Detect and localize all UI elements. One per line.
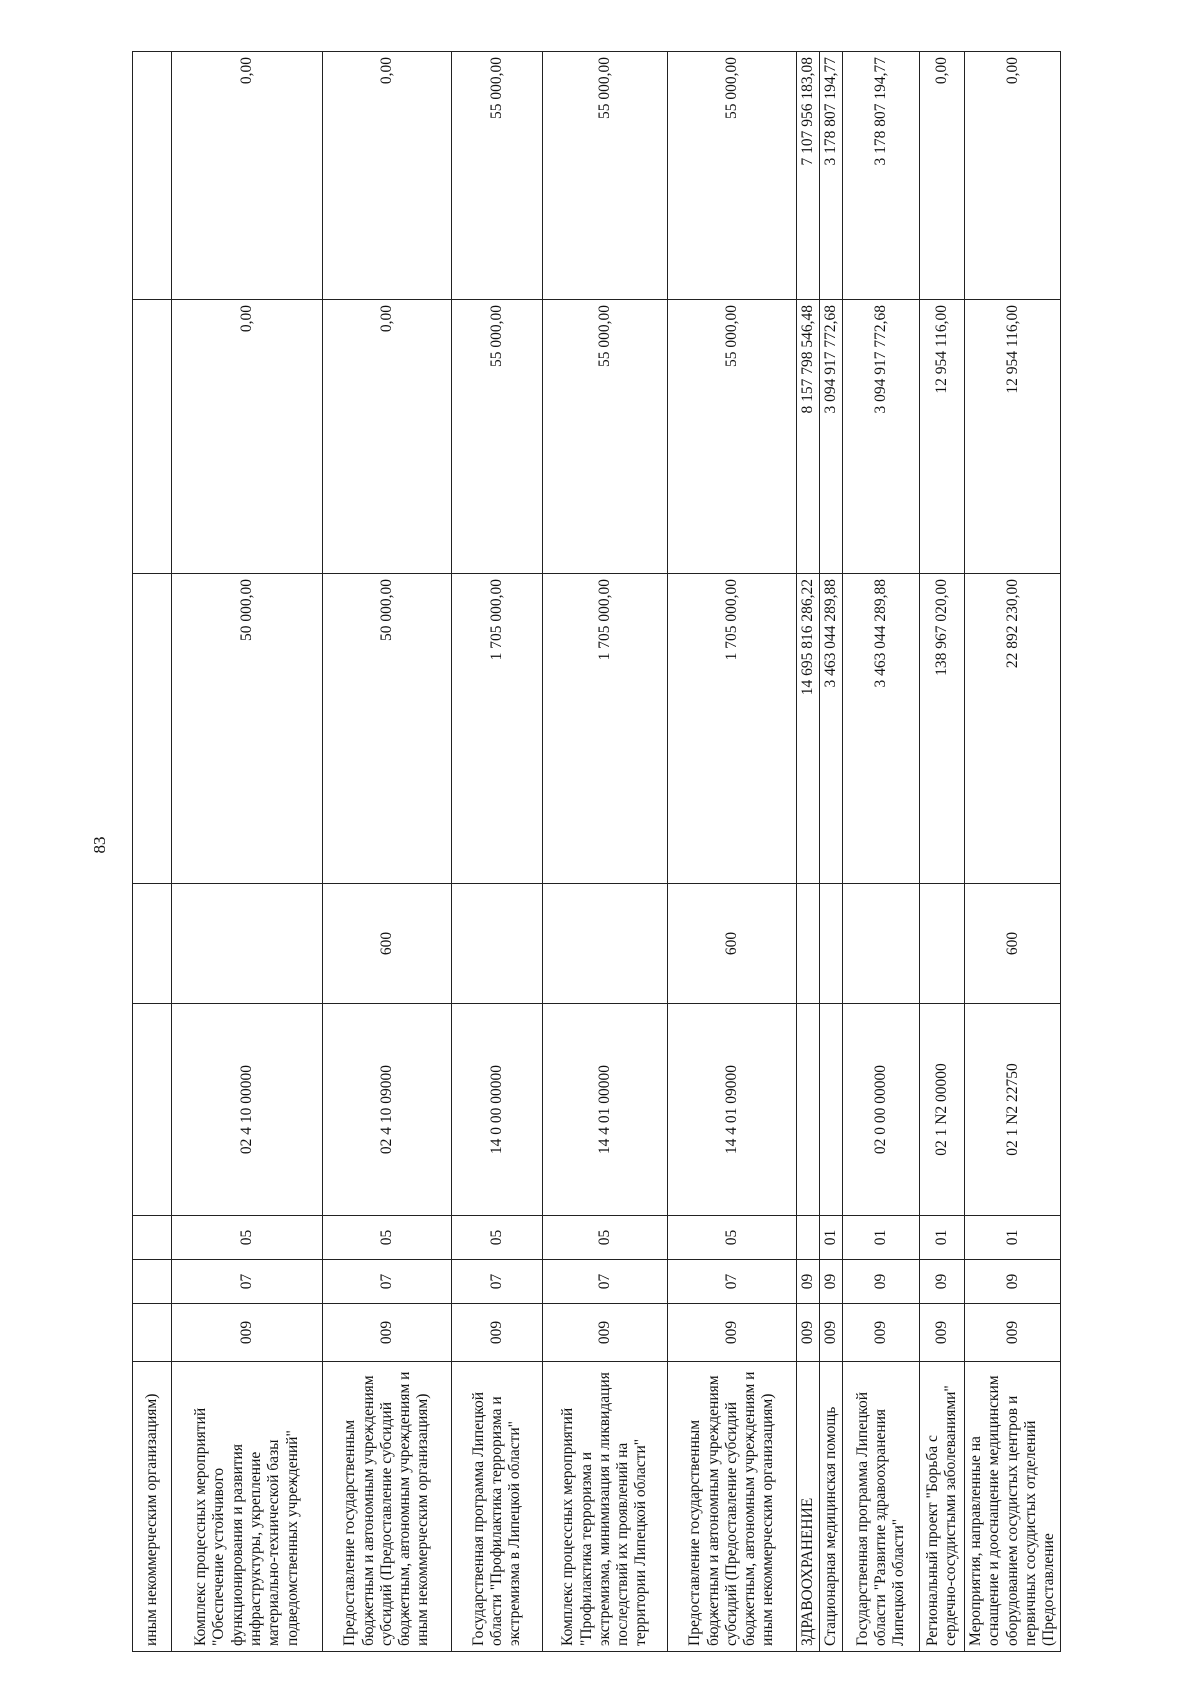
podrazdel-cell: 05 — [172, 1216, 323, 1260]
target-article-cell — [820, 1004, 843, 1216]
row-name: Государственная программа Липецкой области "Развитие здравоохранения Липецкой области" — [843, 1362, 920, 1652]
amount-cell-1: 1 705 000,00 — [543, 574, 668, 884]
table-row — [668, 52, 797, 1652]
row-name: ЗДРАВООХРАНЕНИЕ — [797, 1362, 820, 1652]
empty-cell — [133, 1004, 172, 1216]
target-article-cell: 14 4 01 00000 — [543, 1004, 668, 1216]
razdel-cell: 07 — [323, 1260, 452, 1304]
amount-cell-2: 0,00 — [323, 300, 452, 574]
amount-cell-2: 3 094 917 772,68 — [843, 300, 920, 574]
table-row — [323, 52, 452, 1652]
rotated-table-frame — [132, 52, 1117, 1652]
razdel-cell: 09 — [843, 1260, 920, 1304]
podrazdel-cell: 01 — [920, 1216, 965, 1260]
expense-type-cell — [820, 884, 843, 1004]
target-article-cell — [797, 1004, 820, 1216]
razdel-cell: 07 — [452, 1260, 543, 1304]
amount-cell-3: 0,00 — [920, 52, 965, 300]
amount-cell-2: 0,00 — [172, 300, 323, 574]
podrazdel-cell: 01 — [965, 1216, 1061, 1260]
glava-cell: 009 — [820, 1304, 843, 1362]
amount-cell-1: 1 705 000,00 — [452, 574, 543, 884]
expense-type-cell: 600 — [668, 884, 797, 1004]
row-name: Предоставление государственным бюджетным и автономным учреждениям субсидий (Предоставление субсидий бюджетным, автономным учреждениям и иным некоммерческим организациям) — [323, 1362, 452, 1652]
target-article-cell: 14 0 00 00000 — [452, 1004, 543, 1216]
amount-cell-3: 55 000,00 — [668, 52, 797, 300]
expense-type-cell — [172, 884, 323, 1004]
empty-cell — [133, 884, 172, 1004]
razdel-cell: 09 — [920, 1260, 965, 1304]
razdel-cell: 09 — [965, 1260, 1061, 1304]
amount-cell-1: 50 000,00 — [323, 574, 452, 884]
table-row — [843, 52, 920, 1652]
expense-type-cell: 600 — [323, 884, 452, 1004]
razdel-cell: 07 — [172, 1260, 323, 1304]
podrazdel-cell — [797, 1216, 820, 1260]
empty-cell — [133, 1304, 172, 1362]
glava-cell: 009 — [920, 1304, 965, 1362]
row-name: Комплекс процессных мероприятий "Профилактика терроризма и экстремизма, минимизация и ликвидация последствий их проявлений на территории Липецкой области" — [543, 1362, 668, 1652]
row-name: Стационарная медицинская помощь — [820, 1362, 843, 1652]
podrazdel-cell: 05 — [668, 1216, 797, 1260]
amount-cell-2: 55 000,00 — [452, 300, 543, 574]
glava-cell: 009 — [843, 1304, 920, 1362]
podrazdel-cell: 01 — [820, 1216, 843, 1260]
razdel-cell: 07 — [543, 1260, 668, 1304]
target-article-cell: 14 4 01 09000 — [668, 1004, 797, 1216]
amount-cell-2: 8 157 798 546,48 — [797, 300, 820, 574]
expense-type-cell — [797, 884, 820, 1004]
amount-cell-2: 12 954 116,00 — [965, 300, 1061, 574]
amount-cell-1: 3 463 044 289,88 — [843, 574, 920, 884]
amount-cell-3: 55 000,00 — [452, 52, 543, 300]
table-row — [820, 52, 843, 1652]
amount-cell-1: 14 695 816 286,22 — [797, 574, 820, 884]
amount-cell-2: 55 000,00 — [668, 300, 797, 574]
podrazdel-cell: 05 — [543, 1216, 668, 1260]
continuation-row — [133, 52, 172, 1652]
razdel-cell: 09 — [820, 1260, 843, 1304]
amount-cell-1: 1 705 000,00 — [668, 574, 797, 884]
razdel-cell: 09 — [797, 1260, 820, 1304]
amount-cell-2: 55 000,00 — [543, 300, 668, 574]
row-name: иным некоммерческим организациям) — [133, 1362, 172, 1652]
amount-cell-1: 50 000,00 — [172, 574, 323, 884]
glava-cell: 009 — [965, 1304, 1061, 1362]
page-number: 83 — [90, 836, 109, 854]
amount-cell-2: 12 954 116,00 — [920, 300, 965, 574]
row-name: Государственная программа Липецкой области "Профилактика терроризма и экстремизма в Липецкой области" — [452, 1362, 543, 1652]
table-row — [965, 52, 1061, 1652]
table-row — [797, 52, 820, 1652]
expense-type-cell — [452, 884, 543, 1004]
amount-cell-3: 7 107 956 183,08 — [797, 52, 820, 300]
expense-type-cell — [543, 884, 668, 1004]
expense-type-cell: 600 — [965, 884, 1061, 1004]
podrazdel-cell: 05 — [323, 1216, 452, 1260]
podrazdel-cell: 05 — [452, 1216, 543, 1260]
empty-cell — [133, 574, 172, 884]
row-name: Мероприятия, направленные на оснащение и дооснащение медицинским оборудованием сосудистых центров и первичных сосудистых отделений (Предоставление — [965, 1362, 1061, 1652]
amount-cell-3: 3 178 807 194,77 — [820, 52, 843, 300]
expense-type-cell — [920, 884, 965, 1004]
target-article-cell: 02 1 N2 22750 — [965, 1004, 1061, 1216]
target-article-cell: 02 0 00 00000 — [843, 1004, 920, 1216]
glava-cell: 009 — [452, 1304, 543, 1362]
amount-cell-3: 0,00 — [965, 52, 1061, 300]
table-row — [543, 52, 668, 1652]
podrazdel-cell: 01 — [843, 1216, 920, 1260]
budget-table — [132, 51, 1061, 1652]
amount-cell-3: 0,00 — [323, 52, 452, 300]
amount-cell-3: 0,00 — [172, 52, 323, 300]
amount-cell-1: 3 463 044 289,88 — [820, 574, 843, 884]
amount-cell-2: 3 094 917 772,68 — [820, 300, 843, 574]
empty-cell — [133, 300, 172, 574]
table-row — [920, 52, 965, 1652]
empty-cell — [133, 1216, 172, 1260]
amount-cell-3: 3 178 807 194,77 — [843, 52, 920, 300]
budget-sheet — [132, 52, 1117, 1652]
row-name: Региональный проект "Борьба с сердечно-сосудистыми заболеваниями" — [920, 1362, 965, 1652]
target-article-cell: 02 1 N2 00000 — [920, 1004, 965, 1216]
glava-cell: 009 — [668, 1304, 797, 1362]
glava-cell: 009 — [323, 1304, 452, 1362]
glava-cell: 009 — [797, 1304, 820, 1362]
empty-cell — [133, 1260, 172, 1304]
amount-cell-3: 55 000,00 — [543, 52, 668, 300]
glava-cell: 009 — [543, 1304, 668, 1362]
target-article-cell: 02 4 10 09000 — [323, 1004, 452, 1216]
table-row — [172, 52, 323, 1652]
razdel-cell: 07 — [668, 1260, 797, 1304]
empty-cell — [133, 52, 172, 300]
table-row — [452, 52, 543, 1652]
row-name: Предоставление государственным бюджетным и автономным учреждениям субсидий (Предоставление субсидий бюджетным, автономным учреждениям и иным некоммерческим организациям) — [668, 1362, 797, 1652]
expense-type-cell — [843, 884, 920, 1004]
target-article-cell: 02 4 10 00000 — [172, 1004, 323, 1216]
amount-cell-1: 138 967 020,00 — [920, 574, 965, 884]
glava-cell: 009 — [172, 1304, 323, 1362]
amount-cell-1: 22 892 230,00 — [965, 574, 1061, 884]
row-name: Комплекс процессных мероприятий "Обеспечение устойчивого функционирования и развития инфраструктуры, укрепление материально-технической базы подведомственных учреждений" — [172, 1362, 323, 1652]
